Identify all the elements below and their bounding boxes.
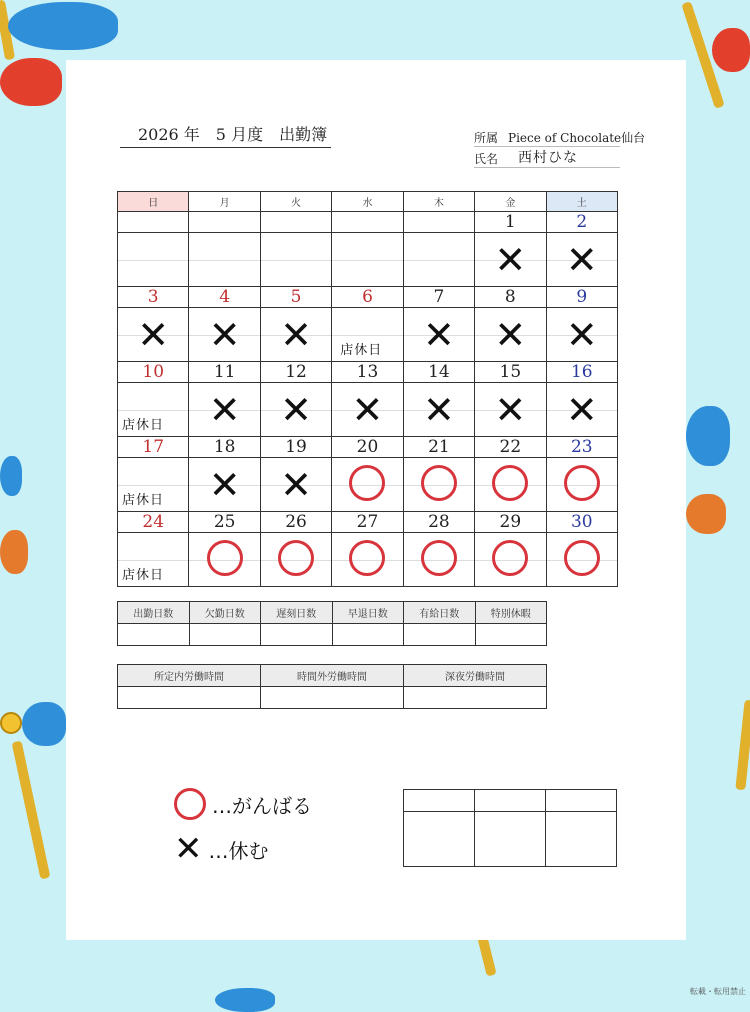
summary-header-row <box>118 602 547 624</box>
date-row <box>118 287 618 308</box>
date-cell: 18 <box>189 437 260 458</box>
mark-cell[interactable] <box>118 458 189 512</box>
cross-icon: ✕ <box>280 312 312 357</box>
carp-streamer-icon <box>215 988 275 1012</box>
mark-cell[interactable] <box>189 533 260 587</box>
stamp-cell[interactable] <box>475 812 546 867</box>
cross-icon: ✕ <box>565 387 598 432</box>
carp-streamer-icon <box>8 2 118 50</box>
mark-row <box>118 383 618 437</box>
mark-cell[interactable] <box>260 458 331 512</box>
calendar-body <box>118 212 618 587</box>
date-cell: 25 <box>189 512 260 533</box>
cross-icon: ✕ <box>208 312 241 357</box>
date-cell: 8 <box>475 287 546 308</box>
date-cell: 22 <box>475 437 546 458</box>
store-closed-label: 店休日 <box>122 493 165 508</box>
carp-streamer-icon <box>0 456 22 496</box>
cross-icon: ✕ <box>208 387 241 432</box>
hours-header: 時間外労働時間 <box>261 665 404 687</box>
mark-cell[interactable] <box>332 308 403 362</box>
mark-cell[interactable] <box>332 458 403 512</box>
weekday-header: 火 <box>260 192 331 212</box>
pole-bottom-right <box>735 700 750 791</box>
summary-header: 有給日数 <box>404 602 476 624</box>
date-cell: 12 <box>260 362 331 383</box>
mark-row <box>118 308 618 362</box>
summary-cell[interactable] <box>332 624 404 646</box>
mark-cell[interactable] <box>118 533 189 587</box>
date-row <box>118 362 618 383</box>
mark-row <box>118 458 618 512</box>
date-cell <box>403 212 474 233</box>
date-cell: 16 <box>546 362 617 383</box>
date-cell: 10 <box>118 362 189 383</box>
copyright-notice: 転載・転用禁止 <box>690 987 746 996</box>
store-closed-label: 店休日 <box>122 568 165 583</box>
circle-icon <box>349 465 385 501</box>
attendance-sheet <box>66 60 686 940</box>
mark-cell[interactable] <box>189 233 260 287</box>
date-cell: 30 <box>546 512 617 533</box>
mark-cell[interactable] <box>260 233 331 287</box>
circle-icon <box>492 465 528 501</box>
date-row <box>118 212 618 233</box>
date-cell: 15 <box>475 362 546 383</box>
carp-streamer-icon <box>686 494 726 534</box>
sheet-title: 2026 年 5 月度 出勤簿 <box>120 122 331 148</box>
mark-row <box>118 533 618 587</box>
summary-table <box>117 601 547 646</box>
date-cell: 4 <box>189 287 260 308</box>
pole-ball-icon <box>0 712 22 734</box>
mark-cell[interactable] <box>403 533 474 587</box>
summary-cell[interactable] <box>189 624 261 646</box>
mark-cell[interactable] <box>189 383 260 437</box>
affiliation-block <box>474 126 646 168</box>
weekday-header: 金 <box>475 192 546 212</box>
mark-cell[interactable] <box>546 308 617 362</box>
summary-cell[interactable] <box>404 624 476 646</box>
date-cell: 7 <box>403 287 474 308</box>
date-cell: 14 <box>403 362 474 383</box>
stamp-header-row <box>404 790 617 812</box>
date-cell: 9 <box>546 287 617 308</box>
affiliation-value: Piece of Chocolate仙台 <box>508 131 646 145</box>
date-cell: 27 <box>332 512 403 533</box>
summary-header: 欠勤日数 <box>189 602 261 624</box>
date-cell <box>118 212 189 233</box>
stamp-cell[interactable] <box>404 812 475 867</box>
mark-cell[interactable] <box>403 383 474 437</box>
store-closed-label: 店休日 <box>340 343 383 358</box>
store-closed-label: 店休日 <box>122 418 165 433</box>
summary-cell[interactable] <box>261 624 333 646</box>
date-cell: 26 <box>260 512 331 533</box>
mark-cell[interactable] <box>189 458 260 512</box>
mark-cell[interactable] <box>403 308 474 362</box>
hours-header: 深夜労働時間 <box>404 665 547 687</box>
cross-icon: ✕ <box>494 237 527 282</box>
mark-row <box>118 233 618 287</box>
weekday-header: 月 <box>189 192 260 212</box>
date-row <box>118 512 618 533</box>
affiliation-label: 所属 <box>474 131 499 145</box>
carp-streamer-icon <box>0 530 28 574</box>
circle-icon <box>564 465 600 501</box>
stamp-box <box>403 789 617 867</box>
date-cell: 21 <box>403 437 474 458</box>
weekday-header: 日 <box>118 192 189 212</box>
mark-cell[interactable] <box>475 233 546 287</box>
circle-icon <box>492 540 528 576</box>
mark-cell[interactable] <box>546 458 617 512</box>
summary-cell[interactable] <box>475 624 547 646</box>
cross-icon: ✕ <box>351 387 384 432</box>
stamp-cell[interactable] <box>546 812 617 867</box>
date-cell: 1 <box>475 212 546 233</box>
hours-cell[interactable] <box>261 687 404 709</box>
date-row <box>118 437 618 458</box>
circle-icon <box>349 540 385 576</box>
date-cell <box>189 212 260 233</box>
affiliation-row <box>474 126 646 147</box>
mark-cell[interactable] <box>260 533 331 587</box>
mark-cell[interactable] <box>475 533 546 587</box>
mark-cell[interactable] <box>118 383 189 437</box>
mark-cell[interactable] <box>403 233 474 287</box>
mark-cell[interactable] <box>546 383 617 437</box>
date-cell: 13 <box>332 362 403 383</box>
weekday-header: 水 <box>332 192 403 212</box>
date-cell: 5 <box>260 287 331 308</box>
pole-bottom-left <box>12 740 51 879</box>
cross-icon: ✕ <box>565 312 598 357</box>
date-cell: 19 <box>260 437 331 458</box>
summary-header: 早退日数 <box>332 602 404 624</box>
mark-cell[interactable] <box>260 383 331 437</box>
mark-cell[interactable] <box>475 308 546 362</box>
cross-icon: ✕ <box>280 387 312 432</box>
carp-streamer-icon <box>22 702 66 746</box>
legend-cross-text: …休む <box>208 838 269 863</box>
date-cell <box>332 212 403 233</box>
stamp-header-cell <box>475 790 546 812</box>
cross-icon: ✕ <box>494 312 527 357</box>
summary-header: 遅刻日数 <box>261 602 333 624</box>
summary-header: 特別休暇 <box>475 602 547 624</box>
mark-cell[interactable] <box>332 233 403 287</box>
name-row <box>474 147 620 168</box>
cross-icon: ✕ <box>494 387 527 432</box>
stamp-header-cell <box>546 790 617 812</box>
mark-cell[interactable] <box>403 458 474 512</box>
hours-table <box>117 664 547 709</box>
hours-cell[interactable] <box>118 687 261 709</box>
date-cell: 2 <box>546 212 617 233</box>
mark-cell[interactable] <box>332 383 403 437</box>
mark-cell[interactable] <box>332 533 403 587</box>
stamp-row <box>404 812 617 867</box>
mark-cell[interactable] <box>118 233 189 287</box>
hours-cell[interactable] <box>404 687 547 709</box>
date-cell <box>260 212 331 233</box>
cross-icon: ✕ <box>174 829 203 869</box>
pole-bottom-center <box>477 935 496 976</box>
name-value: 西村ひな <box>518 150 579 166</box>
cross-icon: ✕ <box>422 312 455 357</box>
weekday-header: 土 <box>546 192 617 212</box>
weekday-header-row <box>118 192 618 212</box>
mark-cell[interactable] <box>475 383 546 437</box>
calendar-table <box>117 191 618 587</box>
date-cell: 3 <box>118 287 189 308</box>
mark-cell[interactable] <box>260 308 331 362</box>
hours-header: 所定内労働時間 <box>118 665 261 687</box>
hours-value-row <box>118 687 547 709</box>
weekday-header: 木 <box>403 192 474 212</box>
summary-value-row <box>118 624 547 646</box>
legend-circle-text: …がんばる <box>212 793 312 818</box>
date-cell: 23 <box>546 437 617 458</box>
mark-cell[interactable] <box>118 308 189 362</box>
cross-icon: ✕ <box>137 312 170 357</box>
mark-cell[interactable] <box>475 458 546 512</box>
cross-icon: ✕ <box>280 462 312 507</box>
date-cell: 11 <box>189 362 260 383</box>
legend-cross <box>174 830 269 868</box>
date-cell: 28 <box>403 512 474 533</box>
cross-icon: ✕ <box>422 387 455 432</box>
circle-icon <box>174 788 206 820</box>
carp-streamer-icon <box>0 58 62 106</box>
hours-header-row <box>118 665 547 687</box>
carp-streamer-icon <box>686 406 730 466</box>
circle-icon <box>278 540 314 576</box>
legend-circle <box>174 788 312 820</box>
name-label: 氏名 <box>474 152 499 166</box>
summary-cell[interactable] <box>118 624 190 646</box>
date-cell: 20 <box>332 437 403 458</box>
carp-streamer-icon <box>712 28 750 72</box>
cross-icon: ✕ <box>208 462 241 507</box>
date-cell: 29 <box>475 512 546 533</box>
stamp-header-cell <box>404 790 475 812</box>
summary-header: 出勤日数 <box>118 602 190 624</box>
mark-cell[interactable] <box>546 233 617 287</box>
mark-cell[interactable] <box>546 533 617 587</box>
mark-cell[interactable] <box>189 308 260 362</box>
date-cell: 24 <box>118 512 189 533</box>
circle-icon <box>421 540 457 576</box>
circle-icon <box>207 540 243 576</box>
date-cell: 6 <box>332 287 403 308</box>
circle-icon <box>421 465 457 501</box>
cross-icon: ✕ <box>565 237 598 282</box>
date-cell: 17 <box>118 437 189 458</box>
circle-icon <box>564 540 600 576</box>
